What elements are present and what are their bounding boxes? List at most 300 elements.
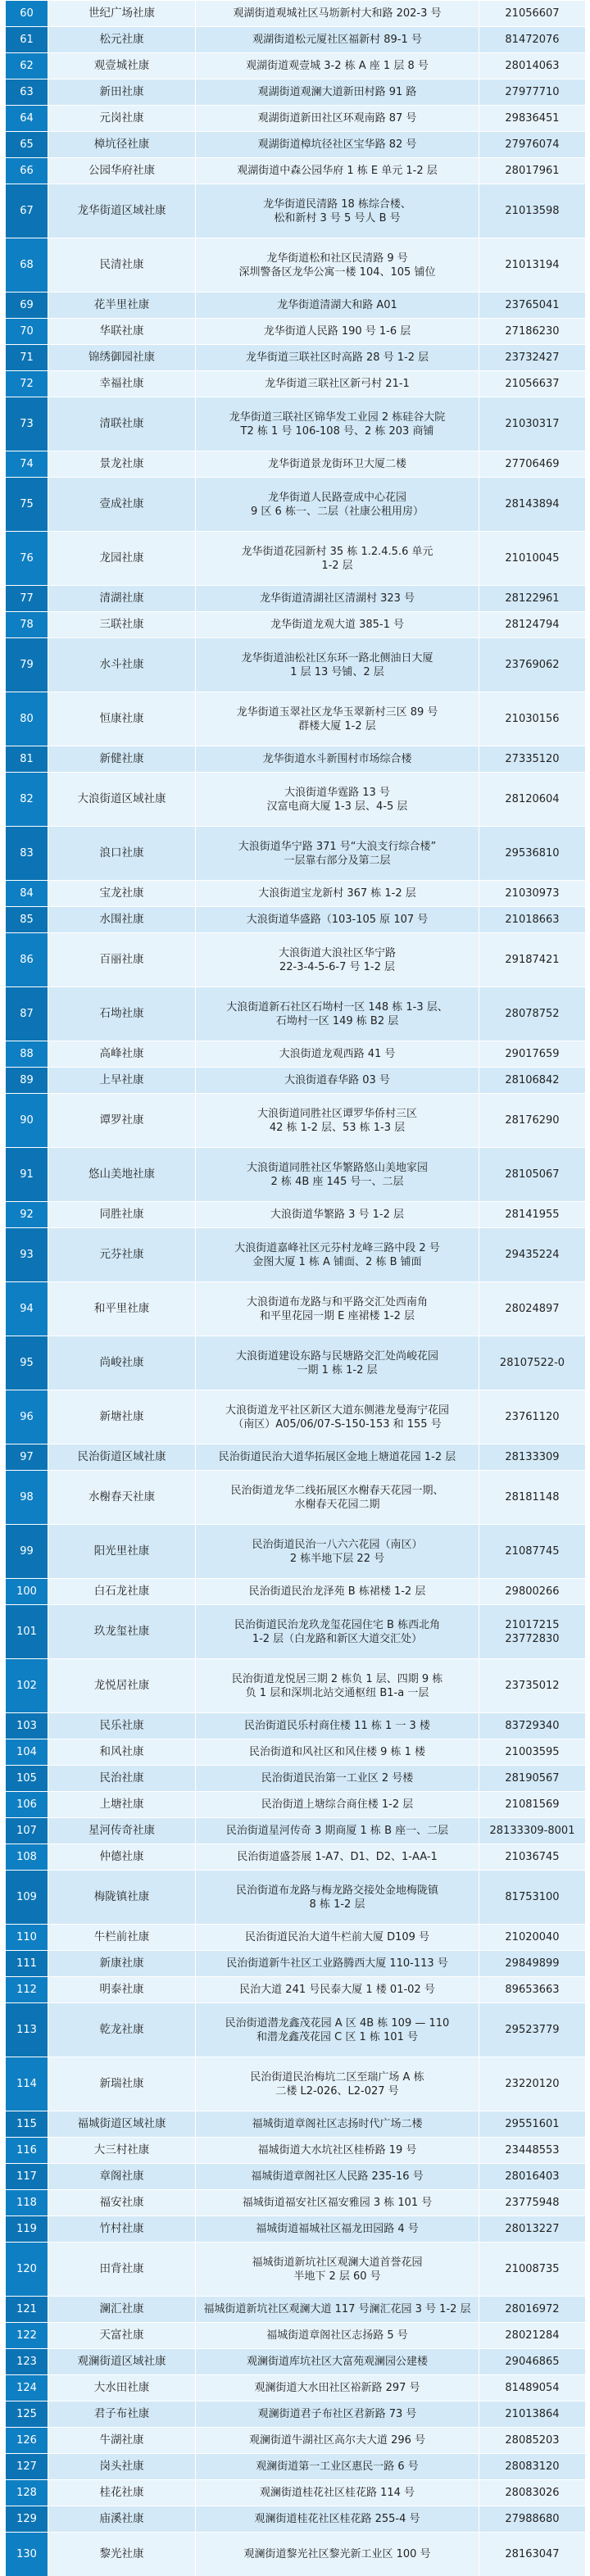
row-number: 107 — [6, 1818, 48, 1844]
clinic-name: 阳光里社康 — [48, 1525, 196, 1579]
clinic-name: 元岗社康 — [48, 106, 196, 132]
clinic-phone: 27977710 — [479, 79, 586, 106]
clinic-phone: 27988680 — [479, 2506, 586, 2533]
clinic-name: 元芬社康 — [48, 1228, 196, 1282]
clinic-address: 龙华街道人民路 190 号 1-6 层 — [196, 319, 479, 345]
row-number: 82 — [6, 773, 48, 827]
clinic-name: 悠山美地社康 — [48, 1148, 196, 1202]
row-number: 119 — [6, 2216, 48, 2243]
table-row — [6, 1605, 586, 1659]
row-number: 78 — [6, 612, 48, 638]
clinic-address: 观澜街道黎光社区黎光新工业区 100 号 — [196, 2533, 479, 2576]
clinic-phone: 23761120 — [479, 1390, 586, 1444]
row-number: 97 — [6, 1444, 48, 1471]
table-row — [6, 1471, 586, 1525]
clinic-address: 龙华街道民清路 18 栋综合楼、 松和新村 3 号 5 号人 B 号 — [196, 184, 479, 238]
clinic-address: 大浪街道华繁路 3 号 1-2 层 — [196, 1202, 479, 1228]
clinic-name: 星河传奇社康 — [48, 1818, 196, 1844]
table-row — [6, 1228, 586, 1282]
clinic-address: 民治街道新牛社区工业路腾西大厦 110-113 号 — [196, 1951, 479, 1977]
clinic-address: 福城街道福安社区福安雅园 3 栋 101 号 — [196, 2190, 479, 2216]
clinic-phone: 28014063 — [479, 53, 586, 79]
clinic-phone: 28024897 — [479, 1282, 586, 1336]
row-number: 87 — [6, 987, 48, 1041]
row-number: 114 — [6, 2057, 48, 2111]
clinic-address: 民治街道民治龙玖龙玺花园住宅 B 栋西北角 1-2 层（白龙路和新区大道交汇处） — [196, 1605, 479, 1659]
table-row — [6, 1871, 586, 1925]
row-number: 88 — [6, 1041, 48, 1068]
clinic-address: 福城街道新坑社区观澜大道 117 号澜汇花园 3 号 1-2 层 — [196, 2297, 479, 2323]
row-number: 113 — [6, 2003, 48, 2057]
clinic-phone: 29017659 — [479, 1041, 586, 1068]
table-row — [6, 1094, 586, 1148]
clinic-phone: 23732427 — [479, 345, 586, 371]
clinic-address: 民治街道星河传奇 3 期商厦 1 栋 B 座一、二层 — [196, 1818, 479, 1844]
table-row — [6, 1977, 586, 2003]
clinic-name: 清联社康 — [48, 397, 196, 451]
clinic-phone: 21081569 — [479, 1792, 586, 1818]
clinic-name: 景龙社康 — [48, 451, 196, 478]
clinic-phone: 29551601 — [479, 2111, 586, 2138]
clinic-phone: 28083026 — [479, 2480, 586, 2506]
table-row — [6, 2480, 586, 2506]
table-row — [6, 158, 586, 184]
clinic-phone: 21010045 — [479, 532, 586, 586]
row-number: 123 — [6, 2349, 48, 2375]
clinic-address: 大浪街道同胜社区谭罗华侨村三区 42 栋 1-2 层、53 栋 1-3 层 — [196, 1094, 479, 1148]
row-number: 72 — [6, 371, 48, 397]
row-number: 90 — [6, 1094, 48, 1148]
clinic-address: 龙华街道松和社区民清路 9 号 深圳警备区龙华公寓一楼 104、105 铺位 — [196, 238, 479, 293]
clinic-phone: 28106842 — [479, 1068, 586, 1094]
clinic-phone: 29435224 — [479, 1228, 586, 1282]
row-number: 62 — [6, 53, 48, 79]
clinic-phone: 28143894 — [479, 478, 586, 532]
clinic-phone: 23448553 — [479, 2138, 586, 2164]
clinic-address: 大浪街道大浪社区华宁路 22-3-4-5-6-7 号 1-2 层 — [196, 933, 479, 987]
clinic-address: 龙华街道景龙街环卫大厦二楼 — [196, 451, 479, 478]
clinic-address: 大浪街道新石社区石坳村一区 148 栋 1-3 层、 石坳村一区 149 栋 B2 层 — [196, 987, 479, 1041]
clinic-name: 黎光社康 — [48, 2533, 196, 2576]
row-number: 70 — [6, 319, 48, 345]
row-number: 96 — [6, 1390, 48, 1444]
clinic-phone: 21056607 — [479, 1, 586, 27]
row-number: 98 — [6, 1471, 48, 1525]
clinic-name: 桂花社康 — [48, 2480, 196, 2506]
clinic-address: 龙华街道清湖大和路 A01 — [196, 293, 479, 319]
table-row — [6, 2003, 586, 2057]
clinic-name: 竹村社康 — [48, 2216, 196, 2243]
row-number: 128 — [6, 2480, 48, 2506]
table-row — [6, 692, 586, 746]
clinic-address: 民治街道民治一八六六花园（南区） 2 栋半地下层 22 号 — [196, 1525, 479, 1579]
clinic-phone: 28105067 — [479, 1148, 586, 1202]
row-number: 94 — [6, 1282, 48, 1336]
clinic-address: 大浪街道春华路 03 号 — [196, 1068, 479, 1094]
table-row — [6, 319, 586, 345]
clinic-address: 民治街道民治第一工业区 2 号楼 — [196, 1766, 479, 1792]
table-row — [6, 1202, 586, 1228]
table-row — [6, 1390, 586, 1444]
row-number: 103 — [6, 1713, 48, 1739]
row-number: 118 — [6, 2190, 48, 2216]
clinic-phone: 29849899 — [479, 1951, 586, 1977]
table-row — [6, 933, 586, 987]
clinic-phone: 28181148 — [479, 1471, 586, 1525]
clinic-address: 福城街道新坑社区观澜大道首誉花园 半地下 2 层 60 号 — [196, 2243, 479, 2297]
clinic-address: 观湖街道观城社区马坜新村大和路 202-3 号 — [196, 1, 479, 27]
clinic-address: 民治街道民治梅坑二区至瑞广场 A 栋 二楼 L2-026、L2-027 号 — [196, 2057, 479, 2111]
table-row — [6, 2375, 586, 2401]
clinic-name: 樟坑径社康 — [48, 132, 196, 158]
clinic-name: 新塘社康 — [48, 1390, 196, 1444]
clinic-name: 石坳社康 — [48, 987, 196, 1041]
clinic-name: 观澜街道区域社康 — [48, 2349, 196, 2375]
clinic-address: 龙华街道水斗新围村市场综合楼 — [196, 746, 479, 773]
row-number: 117 — [6, 2164, 48, 2190]
table-row — [6, 827, 586, 881]
clinic-name: 水榭春天社康 — [48, 1471, 196, 1525]
table-row — [6, 106, 586, 132]
clinic-name: 梅陇镇社康 — [48, 1871, 196, 1925]
table-row — [6, 1148, 586, 1202]
clinic-phone: 23220120 — [479, 2057, 586, 2111]
clinic-name: 岗头社康 — [48, 2454, 196, 2480]
clinic-address: 观湖街道松元厦社区福新村 89-1 号 — [196, 27, 479, 53]
clinic-name: 水斗社康 — [48, 638, 196, 692]
table-row — [6, 27, 586, 53]
clinic-address: 民治街道布龙路与梅龙路交接处金地梅陇镇 8 栋 1-2 层 — [196, 1871, 479, 1925]
clinic-name: 白石龙社康 — [48, 1579, 196, 1605]
row-number: 130 — [6, 2533, 48, 2576]
clinic-phone: 21008735 — [479, 2243, 586, 2297]
row-number: 73 — [6, 397, 48, 451]
table-row — [6, 293, 586, 319]
clinic-name: 水围社康 — [48, 907, 196, 933]
clinic-phone: 27976074 — [479, 132, 586, 158]
clinic-address: 民治大道 241 号民泰大厦 1 楼 01-02 号 — [196, 1977, 479, 2003]
clinic-address: 福城街道章阁社区人民路 235-16 号 — [196, 2164, 479, 2190]
row-number: 115 — [6, 2111, 48, 2138]
clinic-phone: 29187421 — [479, 933, 586, 987]
row-number: 60 — [6, 1, 48, 27]
clinic-phone: 23769062 — [479, 638, 586, 692]
clinic-name: 民乐社康 — [48, 1713, 196, 1739]
clinic-name: 恒康社康 — [48, 692, 196, 746]
row-number: 86 — [6, 933, 48, 987]
clinic-phone: 21030973 — [479, 881, 586, 907]
clinic-phone: 28083120 — [479, 2454, 586, 2480]
clinic-phone: 27706469 — [479, 451, 586, 478]
table-row — [6, 1739, 586, 1766]
clinic-address: 观澜街道君子布社区君新路 73 号 — [196, 2401, 479, 2428]
row-number: 85 — [6, 907, 48, 933]
clinic-name: 谭罗社康 — [48, 1094, 196, 1148]
clinic-address: 民治街道民治大道华拓展区金地上塘道花园 1-2 层 — [196, 1444, 479, 1471]
table-row — [6, 532, 586, 586]
row-number: 120 — [6, 2243, 48, 2297]
clinic-address: 龙华街道玉翠社区龙华玉翠新村三区 89 号 群楼大厦 1-2 层 — [196, 692, 479, 746]
clinic-phone: 81489054 — [479, 2375, 586, 2401]
clinic-name: 上塘社康 — [48, 1792, 196, 1818]
row-number: 83 — [6, 827, 48, 881]
clinic-name: 龙园社康 — [48, 532, 196, 586]
row-number: 91 — [6, 1148, 48, 1202]
clinic-phone: 29536810 — [479, 827, 586, 881]
clinic-address: 民治街道民乐村商住楼 11 栋 1 一 3 楼 — [196, 1713, 479, 1739]
clinic-address: 民治街道龙悦居三期 2 栋负 1 层、四期 9 栋 负 1 层和深圳北站交通枢纽 B1-a 一层 — [196, 1659, 479, 1713]
row-number: 127 — [6, 2454, 48, 2480]
table-row — [6, 2190, 586, 2216]
clinic-address: 大浪街道华盛路（103-105 原 107 号 — [196, 907, 479, 933]
row-number: 95 — [6, 1336, 48, 1390]
clinic-address: 龙华街道清湖社区清湖村 323 号 — [196, 586, 479, 612]
row-number: 92 — [6, 1202, 48, 1228]
clinic-name: 福安社康 — [48, 2190, 196, 2216]
clinic-phone: 27186230 — [479, 319, 586, 345]
clinic-name: 玖龙玺社康 — [48, 1605, 196, 1659]
table-row — [6, 79, 586, 106]
clinic-name: 牛栏前社康 — [48, 1925, 196, 1951]
clinic-name: 华联社康 — [48, 319, 196, 345]
clinic-address: 大浪街道建设东路与民塘路交汇处尚峻花园 一期 1 栋 1-2 层 — [196, 1336, 479, 1390]
table-row — [6, 773, 586, 827]
clinic-phone: 21013598 — [479, 184, 586, 238]
clinic-phone: 21018663 — [479, 907, 586, 933]
clinic-phone: 28021284 — [479, 2323, 586, 2349]
table-row — [6, 53, 586, 79]
clinic-phone: 28016972 — [479, 2297, 586, 2323]
table-row — [6, 1925, 586, 1951]
clinic-address: 福城街道章阁社区志扬路 5 号 — [196, 2323, 479, 2349]
table-row — [6, 2297, 586, 2323]
clinic-address: 观湖街道新田社区环观南路 87 号 — [196, 106, 479, 132]
table-row — [6, 2216, 586, 2243]
table-row — [6, 2243, 586, 2297]
clinic-address: 观澜街道牛湖社区高尔夫大道 296 号 — [196, 2428, 479, 2454]
clinic-name: 三联社康 — [48, 612, 196, 638]
clinic-name: 民治街道区域社康 — [48, 1444, 196, 1471]
row-number: 102 — [6, 1659, 48, 1713]
row-number: 106 — [6, 1792, 48, 1818]
table-row — [6, 2164, 586, 2190]
clinic-address: 大浪街道嘉峰社区元芬村龙峰三路中段 2 号 金图大厦 1 栋 A 铺面、2 栋 B 铺面 — [196, 1228, 479, 1282]
clinic-phone: 27335120 — [479, 746, 586, 773]
clinic-name: 新瑞社康 — [48, 2057, 196, 2111]
table-row — [6, 1041, 586, 1068]
clinic-address: 民治街道上塘综合商住楼 1-2 层 — [196, 1792, 479, 1818]
clinic-phone: 21030317 — [479, 397, 586, 451]
row-number: 61 — [6, 27, 48, 53]
clinic-phone: 28016403 — [479, 2164, 586, 2190]
table-row — [6, 612, 586, 638]
clinic-name: 乾龙社康 — [48, 2003, 196, 2057]
table-row — [6, 586, 586, 612]
clinic-phone: 21017215 23772830 — [479, 1605, 586, 1659]
clinic-name: 明泰社康 — [48, 1977, 196, 2003]
clinic-name: 新田社康 — [48, 79, 196, 106]
row-number: 77 — [6, 586, 48, 612]
row-number: 100 — [6, 1579, 48, 1605]
row-number: 121 — [6, 2297, 48, 2323]
clinic-phone: 29836451 — [479, 106, 586, 132]
table-row — [6, 451, 586, 478]
row-number: 74 — [6, 451, 48, 478]
clinic-address: 观湖街道观澜大道新田村路 91 路 — [196, 79, 479, 106]
clinic-name: 澜汇社康 — [48, 2297, 196, 2323]
table-row — [6, 2506, 586, 2533]
clinic-phone: 83729340 — [479, 1713, 586, 1739]
clinic-address: 民治街道民治大道牛栏前大厦 D109 号 — [196, 1925, 479, 1951]
row-number: 129 — [6, 2506, 48, 2533]
clinic-phone: 28163047 — [479, 2533, 586, 2576]
clinic-address: 观湖街道中森公园华府 1 栋 E 单元 1-2 层 — [196, 158, 479, 184]
table-row — [6, 1766, 586, 1792]
clinic-address: 福城街道福城社区福龙田园路 4 号 — [196, 2216, 479, 2243]
clinic-name: 民清社康 — [48, 238, 196, 293]
table-row — [6, 2057, 586, 2111]
row-number: 68 — [6, 238, 48, 293]
clinic-address: 民治街道龙华二线拓展区水榭春天花园一期、 水榭春天花园二期 — [196, 1471, 479, 1525]
clinic-address: 观澜街道库坑社区大富苑观澜园公建楼 — [196, 2349, 479, 2375]
table-row — [6, 371, 586, 397]
clinic-phone: 81753100 — [479, 1871, 586, 1925]
clinic-phone: 21020040 — [479, 1925, 586, 1951]
clinic-address: 观湖街道观壹城 3-2 栋 A 座 1 层 8 号 — [196, 53, 479, 79]
clinic-name: 世纪广场社康 — [48, 1, 196, 27]
clinic-name: 福城街道区域社康 — [48, 2111, 196, 2138]
clinic-name: 浪口社康 — [48, 827, 196, 881]
clinic-address: 龙华街道花园新村 35 栋 1.2.4.5.6 单元 1-2 层 — [196, 532, 479, 586]
clinic-phone: 29800266 — [479, 1579, 586, 1605]
clinic-address: 大浪街道龙观西路 41 号 — [196, 1041, 479, 1068]
clinic-phone: 21056637 — [479, 371, 586, 397]
clinic-address: 大浪街道宝龙新村 367 栋 1-2 层 — [196, 881, 479, 907]
clinic-name: 天富社康 — [48, 2323, 196, 2349]
row-number: 93 — [6, 1228, 48, 1282]
clinic-address: 龙华街道油松社区东环一路北侧油日大厦 1 层 13 号铺、2 层 — [196, 638, 479, 692]
table-row — [6, 1792, 586, 1818]
clinic-phone: 28078752 — [479, 987, 586, 1041]
clinic-phone: 28176290 — [479, 1094, 586, 1148]
clinic-phone: 21003595 — [479, 1739, 586, 1766]
clinic-phone: 21013864 — [479, 2401, 586, 2428]
table-row — [6, 478, 586, 532]
table-row — [6, 1713, 586, 1739]
clinic-address: 大浪街道华霆路 13 号 汉富电商大厦 1-3 层、4-5 层 — [196, 773, 479, 827]
clinic-phone: 28190567 — [479, 1766, 586, 1792]
clinic-name: 大浪街道区域社康 — [48, 773, 196, 827]
clinic-name: 高峰社康 — [48, 1041, 196, 1068]
table-row — [6, 746, 586, 773]
table-row — [6, 1068, 586, 1094]
clinic-name: 和平里社康 — [48, 1282, 196, 1336]
table-body — [6, 1, 586, 2576]
row-number: 105 — [6, 1766, 48, 1792]
table-row — [6, 2349, 586, 2375]
clinic-address: 福城街道章阁社区志扬时代广场二楼 — [196, 2111, 479, 2138]
table-row — [6, 881, 586, 907]
row-number: 108 — [6, 1844, 48, 1871]
row-number: 79 — [6, 638, 48, 692]
clinic-phone: 81472076 — [479, 27, 586, 53]
clinic-address: 大浪街道龙平社区新区大道东侧港龙曼海宁花园 （南区）A05/06/07-S-150-153 和 155 号 — [196, 1390, 479, 1444]
clinic-name: 君子布社康 — [48, 2401, 196, 2428]
table-row — [6, 1818, 586, 1844]
table-row — [6, 2111, 586, 2138]
table-row — [6, 2401, 586, 2428]
clinic-address: 观澜街道桂花社区桂花路 114 号 — [196, 2480, 479, 2506]
row-number: 122 — [6, 2323, 48, 2349]
clinic-name: 民治社康 — [48, 1766, 196, 1792]
clinic-name: 百丽社康 — [48, 933, 196, 987]
row-number: 112 — [6, 1977, 48, 2003]
clinic-phone: 21036745 — [479, 1844, 586, 1871]
clinic-phone: 21087745 — [479, 1525, 586, 1579]
row-number: 110 — [6, 1925, 48, 1951]
row-number: 69 — [6, 293, 48, 319]
row-number: 111 — [6, 1951, 48, 1977]
clinic-name: 龙悦居社康 — [48, 1659, 196, 1713]
row-number: 80 — [6, 692, 48, 746]
table-row — [6, 1, 586, 27]
clinic-name: 松元社康 — [48, 27, 196, 53]
row-number: 104 — [6, 1739, 48, 1766]
table-row — [6, 2428, 586, 2454]
clinic-phone: 28122961 — [479, 586, 586, 612]
table-row — [6, 907, 586, 933]
row-number: 109 — [6, 1871, 48, 1925]
table-row — [6, 1444, 586, 1471]
clinic-name: 清湖社康 — [48, 586, 196, 612]
clinic-address: 龙华街道三联社区时高路 28 号 1-2 层 — [196, 345, 479, 371]
row-number: 99 — [6, 1525, 48, 1579]
table-row — [6, 238, 586, 293]
table-row — [6, 1844, 586, 1871]
row-number: 81 — [6, 746, 48, 773]
clinic-address: 福城街道大水坑社区桂桥路 19 号 — [196, 2138, 479, 2164]
clinic-name: 庙溪社康 — [48, 2506, 196, 2533]
table-row — [6, 2454, 586, 2480]
clinic-address: 民治街道盛荟展 1-A7、D1、D2、1-AA-1 — [196, 1844, 479, 1871]
clinic-phone: 23765041 — [479, 293, 586, 319]
clinic-address: 观湖街道樟坑径社区宝华路 82 号 — [196, 132, 479, 158]
clinic-name: 新健社康 — [48, 746, 196, 773]
clinic-address: 民治街道和风社区和风住楼 9 栋 1 楼 — [196, 1739, 479, 1766]
clinic-name: 同胜社康 — [48, 1202, 196, 1228]
clinic-name: 幸福社康 — [48, 371, 196, 397]
clinic-name: 章阁社康 — [48, 2164, 196, 2190]
row-number: 124 — [6, 2375, 48, 2401]
clinic-name: 尚峻社康 — [48, 1336, 196, 1390]
table-row — [6, 987, 586, 1041]
table-row — [6, 2323, 586, 2349]
clinic-name: 和风社康 — [48, 1739, 196, 1766]
clinic-phone: 28141955 — [479, 1202, 586, 1228]
table-row — [6, 638, 586, 692]
table-row — [6, 1336, 586, 1390]
row-number: 66 — [6, 158, 48, 184]
table-row — [6, 132, 586, 158]
clinic-phone: 28107522-0 — [479, 1336, 586, 1390]
clinic-name: 观壹城社康 — [48, 53, 196, 79]
clinic-name: 牛湖社康 — [48, 2428, 196, 2454]
table-row — [6, 2138, 586, 2164]
clinic-phone: 23775948 — [479, 2190, 586, 2216]
table-row — [6, 184, 586, 238]
clinic-address: 民治街道民治龙泽苑 B 栋裙楼 1-2 层 — [196, 1579, 479, 1605]
table-row — [6, 1579, 586, 1605]
